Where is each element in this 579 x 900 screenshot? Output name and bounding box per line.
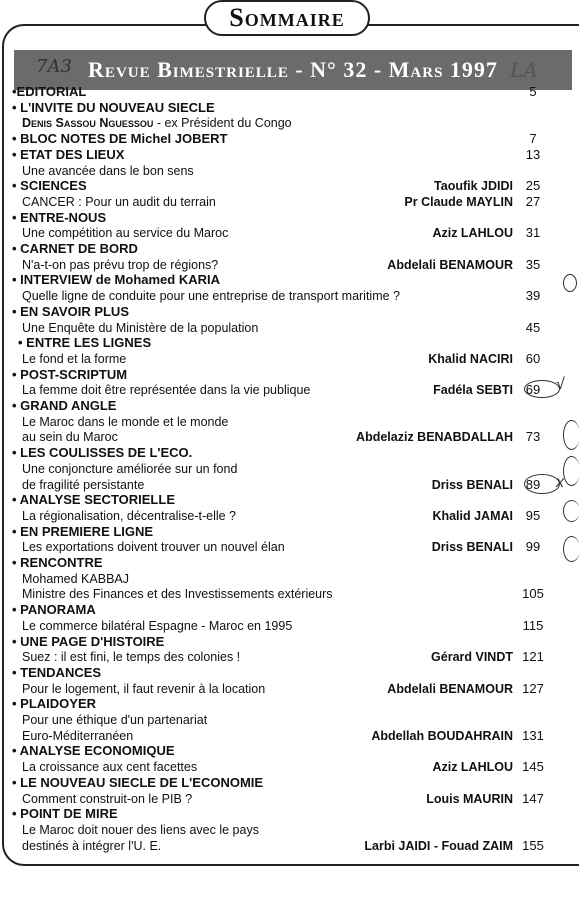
article-title: Le Maroc doit nouer des liens avec le pays <box>22 822 259 837</box>
pen-check-mark: x <box>556 474 564 491</box>
toc-section-row <box>0 634 579 650</box>
toc-section-row <box>0 555 579 571</box>
section-heading: • POST-SCRIPTUM <box>12 366 128 382</box>
section-heading: • GRAND ANGLE <box>12 398 117 413</box>
page-number: 45 <box>525 319 541 335</box>
page-number: 121 <box>522 649 544 665</box>
toc-entry-row <box>0 320 579 336</box>
author-name: Larbi JAIDI - Fouad ZAIM <box>364 838 513 853</box>
section-heading: • TENDANCES <box>12 664 102 680</box>
article-title: Comment construit-on le PIB ? <box>22 791 193 806</box>
section-heading: • ETAT DES LIEUX <box>12 146 125 162</box>
page-number: 115 <box>522 617 544 633</box>
article-title: Quelle ligne de conduite pour une entreprise de transport maritime ? <box>22 289 400 304</box>
article-title: La croissance aux cent facettes <box>22 760 198 775</box>
section-heading: • L'INVITE DU NOUVEAU SIECLE <box>12 99 215 115</box>
pen-circle-mark <box>563 420 579 450</box>
article-title: Les exportations doivent trouver un nouvel élan <box>22 540 285 555</box>
toc-entry-row <box>0 539 579 555</box>
page-number: 99 <box>525 539 541 555</box>
article-title: Pour une éthique d'un partenariat <box>22 713 208 727</box>
section-heading: •EDITORIAL <box>12 84 87 99</box>
section-heading: • ANALYSE ECONOMIQUE <box>12 743 175 759</box>
toc-entry-row <box>0 508 579 524</box>
section-heading: • PLAIDOYER <box>12 696 97 712</box>
toc-section-row <box>0 806 579 822</box>
page-number: 39 <box>525 288 541 304</box>
toc-section-row <box>0 743 579 759</box>
article-title <box>22 115 292 131</box>
toc-entry-row <box>0 225 579 241</box>
toc-entry-row <box>0 712 579 728</box>
page-number: 5 <box>529 84 537 99</box>
article-title: Suez : il est fini, le temps des colonies ! <box>22 650 241 665</box>
toc-section-row <box>0 272 579 288</box>
table-of-contents <box>0 84 579 854</box>
section-heading: • ANALYSE SECTORIELLE <box>12 492 175 508</box>
article-title: Ministre des Finances et des Investissements extérieurs <box>22 587 333 602</box>
toc-section-row <box>0 84 579 100</box>
section-heading: • PANORAMA <box>12 602 96 618</box>
toc-section-row <box>0 775 579 791</box>
toc-entry-row <box>0 649 579 665</box>
page-number: 60 <box>525 350 541 366</box>
article-title: Mohamed KABBAJ <box>22 571 129 586</box>
page-number: 105 <box>522 586 544 602</box>
page-number: 147 <box>522 790 544 806</box>
section-heading: • POINT DE MIRE <box>12 806 118 822</box>
section-heading: • RENCONTRE <box>12 555 103 570</box>
author-name: Aziz LAHLOU <box>432 760 513 775</box>
article-title: Le commerce bilatéral Espagne - Maroc en 1995 <box>22 618 293 633</box>
pen-circle-mark <box>563 500 579 522</box>
page-title: Sommaire <box>204 0 370 36</box>
issue-banner: Revue Bimestrielle - N° 32 - Mars 1997 <box>14 50 572 90</box>
article-title: Le fond et la forme <box>22 351 127 366</box>
page-number: 27 <box>525 193 541 209</box>
handwritten-note-right: LA <box>510 58 538 82</box>
pen-circle-mark <box>524 474 560 494</box>
article-title: La régionalisation, décentralise-t-elle ? <box>22 508 237 523</box>
article-title: Une Enquête du Ministère de la population <box>22 320 259 335</box>
author-name: Louis MAURIN <box>426 791 513 806</box>
pen-circle-mark <box>563 536 579 562</box>
toc-entry-row <box>0 351 579 367</box>
page-number: 7 <box>529 131 537 147</box>
page-number: 145 <box>522 759 544 775</box>
article-title: N'a-t-on pas prévu trop de régions? <box>22 257 219 272</box>
toc-entry-row <box>0 382 579 398</box>
guest-role: - ex Président du Congo <box>153 116 292 131</box>
pen-circle-mark <box>524 380 560 398</box>
toc-entry-row <box>0 257 579 273</box>
section-heading: • EN PREMIERE LIGNE <box>12 523 154 539</box>
article-title: La femme doit être représentée dans la vie publique <box>22 383 311 398</box>
pen-check-mark: √ <box>556 376 565 393</box>
toc-section-row <box>0 147 579 163</box>
toc-entry-row <box>0 477 579 493</box>
author-name: Abdelali BENAMOUR <box>387 257 513 272</box>
article-title: Euro-Méditerranéen <box>22 728 134 743</box>
toc-section-row <box>0 524 579 540</box>
section-heading: • SCIENCES <box>12 178 87 194</box>
toc-section-row <box>0 210 579 226</box>
author-name: Khalid NACIRI <box>428 351 513 366</box>
section-heading: • EN SAVOIR PLUS <box>12 303 129 319</box>
section-heading: • UNE PAGE D'HISTOIRE <box>12 633 165 649</box>
page-number: 73 <box>525 429 541 445</box>
toc-entry-row <box>0 838 579 854</box>
toc-section-row <box>0 665 579 681</box>
page-number: 131 <box>522 727 544 743</box>
pen-circle-mark <box>563 274 577 292</box>
section-heading: • ENTRE-NOUS <box>12 209 107 225</box>
toc-entry-row <box>0 728 579 744</box>
toc-section-row <box>0 492 579 508</box>
page-number: 31 <box>525 225 541 241</box>
article-title: Une avancée dans le bon sens <box>22 163 194 178</box>
author-name: Abdelali BENAMOUR <box>387 681 513 696</box>
toc-entry-row <box>0 586 579 602</box>
guest-name: Denis Sassou Nguessou <box>22 116 154 131</box>
toc-entry-row <box>0 163 579 179</box>
author-name: Aziz LAHLOU <box>432 226 513 241</box>
toc-section-row <box>0 445 579 461</box>
section-heading: • CARNET DE BORD <box>12 241 138 256</box>
toc-section-row <box>0 100 579 116</box>
author-name: Taoufik JDIDI <box>434 179 513 194</box>
author-name: Khalid JAMAI <box>432 508 513 523</box>
author-name: Abdelaziz BENABDALLAH <box>356 430 513 445</box>
page-number: 35 <box>525 256 541 272</box>
page-number: 127 <box>522 680 544 696</box>
toc-entry-row <box>0 414 579 430</box>
section-heading: • INTERVIEW de Mohamed KARIA <box>12 272 220 288</box>
toc-entry-row <box>0 822 579 838</box>
toc-entry-row <box>0 791 579 807</box>
page-number: 89 <box>525 476 541 492</box>
toc-entry-row <box>0 571 579 587</box>
author-name: Fadéla SEBTI <box>433 383 513 398</box>
handwritten-note-left: 7A3 <box>36 56 72 77</box>
article-title: de fragilité persistante <box>22 477 145 492</box>
author-name: Driss BENALI <box>431 477 513 492</box>
toc-section-row <box>0 335 579 351</box>
article-title: Le Maroc dans le monde et le monde <box>22 414 229 429</box>
toc-section-row <box>0 304 579 320</box>
toc-section-row <box>0 241 579 257</box>
article-title: au sein du Maroc <box>22 430 118 445</box>
author-name: Gérard VINDT <box>431 650 513 665</box>
page-number: 69 <box>525 382 541 398</box>
toc-section-row <box>0 602 579 618</box>
toc-entry-row <box>0 681 579 697</box>
author-name: Pr Claude MAYLIN <box>404 194 513 209</box>
pen-circle-mark <box>563 456 579 486</box>
toc-section-row <box>0 131 579 147</box>
toc-entry-row <box>0 429 579 445</box>
toc-section-row <box>0 178 579 194</box>
page-number: 13 <box>525 146 541 162</box>
toc-entry-row <box>0 618 579 634</box>
page-number: 95 <box>525 507 541 523</box>
toc-entry-row <box>0 461 579 477</box>
article-title: CANCER : Pour un audit du terrain <box>22 194 216 209</box>
author-name: Driss BENALI <box>431 540 513 555</box>
toc-entry-row <box>0 115 579 131</box>
toc-section-row <box>0 398 579 414</box>
article-title: Une conjoncture améliorée sur un fond <box>22 461 238 476</box>
toc-entry-row <box>0 194 579 210</box>
page-number: 155 <box>522 837 544 853</box>
toc-entry-row <box>0 288 579 304</box>
page-number: 25 <box>525 178 541 194</box>
toc-section-row <box>0 696 579 712</box>
article-title: Pour le logement, il faut revenir à la location <box>22 681 266 696</box>
section-heading: • ENTRE LES LIGNES <box>18 335 152 351</box>
toc-entry-row <box>0 759 579 775</box>
section-heading: • LE NOUVEAU SIECLE DE L'ECONOMIE <box>12 774 264 790</box>
article-title: Une compétition au service du Maroc <box>22 226 229 241</box>
section-heading: • BLOC NOTES DE Michel JOBERT <box>12 131 228 147</box>
toc-section-row <box>0 367 579 383</box>
author-name: Abdellah BOUDAHRAIN <box>371 728 513 743</box>
section-heading: • LES COULISSES DE L'ECO. <box>12 445 193 461</box>
article-title: destinés à intégrer l'U. E. <box>22 838 162 853</box>
